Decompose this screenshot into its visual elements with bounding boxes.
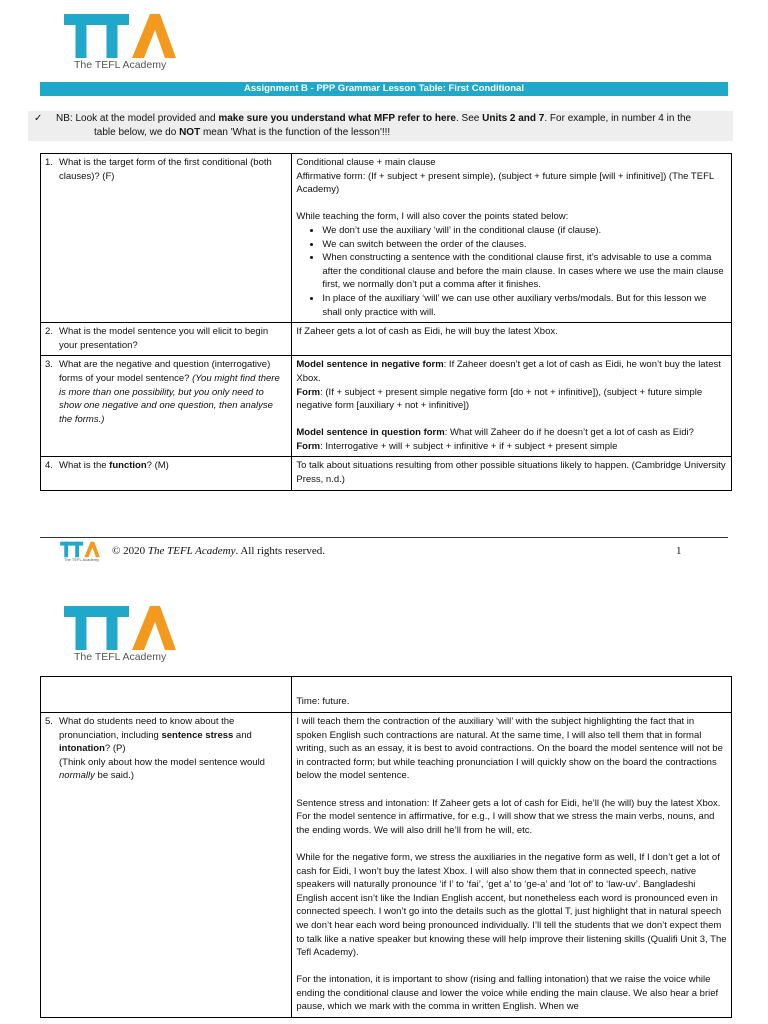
answer-cell: Conditional clause + main clause Affirmative form: (If + subject + present simple), (subject + future simple [will + infinitive]) (The TEFL Academy) While teaching the form, I will also cover the points stated below: • We don’t use the auxiliary ‘will’ in the conditional clause (if clause). • We can switch between the order of the clauses. • When constructing a sentence with the conditional clause first, it’s advisable to use a comma after the conditional clause and before the main clause. In cases where we use the main clause first, we normally don’t put a comma after it finishes. • In place of the auxiliary ‘will’ we can use other auxiliary verbs/modals. But for this lesson we shall only practice with will. (292, 154, 732, 323)
lesson-table-page-1 (40, 153, 732, 491)
assignment-banner: Assignment B - PPP Grammar Lesson Table: First Conditional (40, 82, 728, 96)
answer-cell: Model sentence in negative form: If Zaheer doesn’t get a lot of cash as Eidi, he won’t buy the latest Xbox. Form: (If + subject + present simple negative form [do + not + infinitive]), (subject + future simple negative form [auxiliary + not + infinitive]) Model sentence in question form: What will Zaheer do if he doesn’t get a lot of cash as Eidi? Form: Interrogative + will + subject + infinitive + if + subject + present simple (292, 356, 732, 457)
tta-logo-mark (64, 12, 176, 60)
table-row (41, 356, 732, 457)
brand-name-small: The TEFL Academy (64, 557, 100, 562)
question-cell: 1. What is the target form of the first conditional (both clauses)? (F) (41, 154, 292, 323)
footer-divider (40, 537, 728, 538)
table-row (41, 713, 732, 1018)
answer-cell: I will teach them the contraction of the auxiliary ‘will’ with the subject highlighting the fact that in spoken English such contractions are natural. At the same time, I will also tell them that in formal writing, such as an essay, it is best to avoid contractions. On the board the model sentence will not be in contracted form; but while teaching pronunciation I will quickly show on the board the contractions below the model sentence. Sentence stress and intonation: If Zaheer gets a lot of cash for Eidi, he’ll (he will) buy the latest Xbox. For the model sentence in affirmative, for e.g., I will show that we stress the main verbs, nouns, and the ending words. We will also drill he’ll from he will, etc. While for the negative form, we stress the auxiliaries in the negative form as well, If I don’t get a lot of cash for Eidi, I won’t buy the latest Xbox. I will also show them that in connected speech, native speakers will naturally pronounce ‘if I’ to ‘fai’, ‘get a’ to ‘ge-a’ and ‘lot of’ to ‘law-uv’. Bangladeshi English accent isn’t like the Indian English accent, but nonetheless each word is pronounced even in connected speech. I won’t go into the details such as the glottal T, just highlight that in natural speech we don’t hear each word being pronounced individually. I’ll tell the students that we don’t expect them to talk like a native speaker but knowing these will help improve their listening skills (Qualifi Unit 3, The Tefl Academy). For the intonation, it is important to show (rising and falling intonation) that we raise the voice while ending the conditional clause and lower the voice while ending the main clause. We also hear a brief pause, which we mark with the comma in written English. When we (292, 713, 732, 1018)
tta-logo-small (60, 541, 100, 563)
copyright: © 2020 The TEFL Academy. All rights reserved. (112, 545, 325, 557)
list-item: • We can switch between the order of the clauses. (322, 238, 727, 252)
list-item: • When constructing a sentence with the conditional clause first, it’s advisable to use a comma after the conditional clause and before the main clause. In cases where we use the main clause first, we normally don’t put a comma after it finishes. (322, 251, 727, 292)
question-cell (41, 677, 292, 713)
question-cell: 5. What do students need to know about the pronunciation, including sentence stress and intonation? (P) (Think only about how the model sentence would normally be said.) (41, 713, 292, 1018)
table-row (41, 457, 732, 490)
brand-name: The TEFL Academy (74, 651, 167, 663)
nb-line-2: table below, we do NOT mean 'What is the function of the lesson'!!! (94, 127, 391, 138)
list-item: • We don’t use the auxiliary ‘will’ in the conditional clause (if clause). (322, 224, 727, 238)
question-cell: 3. What are the negative and question (interrogative) forms of your model sentence? (You might find there is more than one possibility, but you only need to show one negative and one question, then analyse the forms.) (41, 356, 292, 457)
tta-logo-page-2 (64, 604, 176, 666)
nb-note (28, 111, 733, 141)
question-cell: 4. What is the function? (M) (41, 457, 292, 490)
tta-logo-mark-page-2 (64, 604, 176, 652)
answer-cell: If Zaheer gets a lot of cash as Eidi, he will buy the latest Xbox. (292, 323, 732, 356)
table-row (41, 677, 732, 713)
answer-cell: Time: future. (292, 677, 732, 713)
brand-name: The TEFL Academy (74, 59, 167, 71)
page-number: 1 (676, 545, 682, 557)
list-item: • In place of the auxiliary ‘will’ we can use other auxiliary verbs/modals. But for this lesson we shall only practice with will. (322, 292, 727, 319)
table-row (41, 323, 732, 356)
lesson-table-page-2 (40, 676, 732, 1018)
table-row (41, 154, 732, 323)
question-cell: 2. What is the model sentence you will elicit to begin your presentation? (41, 323, 292, 356)
check-icon: ✓ (34, 113, 43, 124)
form-points-list (296, 224, 727, 319)
nb-line-1: NB: Look at the model provided and make sure you understand what MFP refer to here. See Units 2 and 7. For example, in number 4 in the (56, 113, 692, 124)
answer-cell: To talk about situations resulting from other possible situations likely to happen. (Cambridge University Press, n.d.) (292, 457, 732, 490)
tta-logo (64, 12, 176, 74)
tta-logo-small-mark (60, 541, 100, 558)
